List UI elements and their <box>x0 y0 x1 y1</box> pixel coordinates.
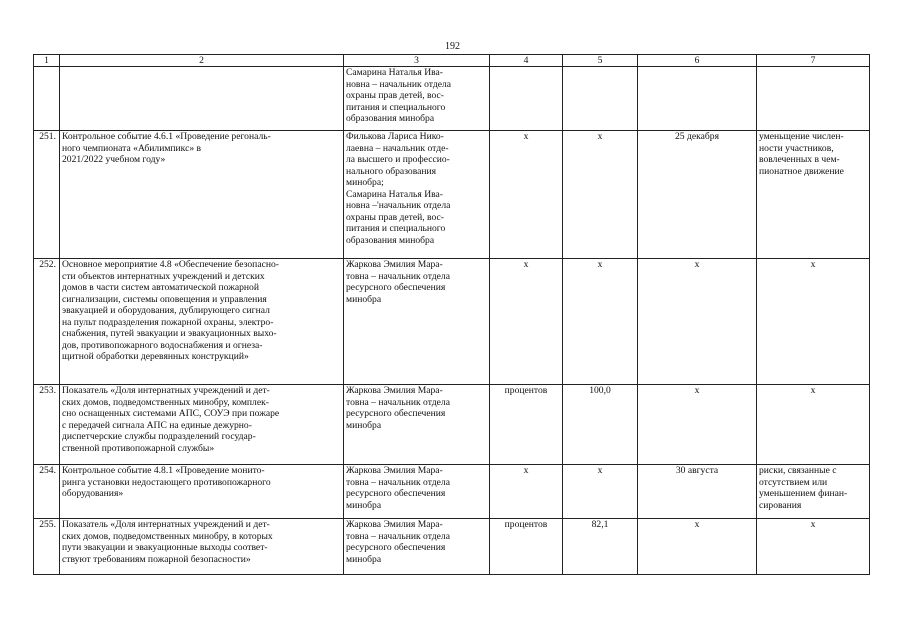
row-description <box>60 67 344 131</box>
row-number: 253. <box>34 385 60 465</box>
row-unit <box>490 67 563 131</box>
row-unit: процентов <box>490 519 563 575</box>
row-responsible-line: охраны прав детей, вос- <box>346 90 444 101</box>
row-responsible-line: лаевна – начальник отде- <box>346 142 449 154</box>
row-deadline <box>638 67 757 131</box>
page-number: 192 <box>445 41 460 52</box>
row-responsible-line: ресурсного обеспечения <box>346 488 446 499</box>
row-responsible-line: Жаркова Эмилия Мара- <box>346 519 443 530</box>
row-responsible <box>344 131 490 259</box>
row-description-line: сти объектов интернатных учреждений и детских <box>62 270 265 282</box>
row-number: 254. <box>34 465 60 519</box>
row-note <box>757 67 870 131</box>
row-number: 255. <box>34 519 60 575</box>
row-value: х <box>563 131 638 259</box>
plan-table <box>33 54 870 575</box>
row-responsible-line: ла высшего и профессио- <box>346 154 450 165</box>
row-responsible-line: товна – начальник отдела <box>346 396 450 408</box>
row-value: х <box>563 259 638 385</box>
row-responsible-line: ресурсного обеспечения <box>346 542 446 553</box>
row-note-line: пионатное движение <box>759 165 844 177</box>
row-responsible-line: минобра <box>346 293 382 305</box>
row-responsible-line: минобра <box>346 553 382 565</box>
row-responsible-line: Жаркова Эмилия Мара- <box>346 259 443 270</box>
row-value: х <box>563 465 638 519</box>
row-description-line: 2021/2022 учебном году» <box>62 154 166 165</box>
row-note-line: вовлеченных в чем- <box>759 154 840 165</box>
row-description-line: дов, противопожарного водоснабжения и огнеза- <box>62 339 263 351</box>
row-value <box>563 67 638 131</box>
row-description-line: Контрольное событие 4.6.1 «Проведение регональ- <box>62 131 271 142</box>
row-responsible-line: охраны прав детей, вос- <box>346 211 444 223</box>
table-row <box>34 465 870 519</box>
row-responsible-line: ресурсного обеспечения <box>346 282 446 293</box>
row-note <box>757 465 870 519</box>
row-responsible-line: минобра; <box>346 177 384 188</box>
row-note-line: риски, связанные с <box>759 465 837 476</box>
row-value: 100,0 <box>563 385 638 465</box>
row-number <box>34 67 60 131</box>
row-description <box>60 465 344 519</box>
row-note-line: сирования <box>759 499 802 511</box>
row-description-line: с передачей сигнала АПС на единые дежурно- <box>62 419 252 431</box>
row-deadline: 30 августа <box>638 465 757 519</box>
row-number: 252. <box>34 259 60 385</box>
row-description-line: ских домов, подведомственных минобру, комплек- <box>62 396 269 408</box>
row-responsible-line: минобра <box>346 499 382 511</box>
row-responsible-line: Самарина Наталья Ива- <box>346 188 443 200</box>
row-description-line: ских домов, подведомственных минобру, в которых <box>62 530 273 542</box>
row-description-line: щитной обработки деревянных конструкций» <box>62 351 249 362</box>
table-row <box>34 519 870 575</box>
row-responsible-line: Самарина Наталья Ива- <box>346 67 443 78</box>
row-responsible <box>344 385 490 465</box>
row-description-line: ствуют требованиям пожарной безопасности» <box>62 553 251 565</box>
row-description-line: ственной противопожарной службы» <box>62 442 215 454</box>
row-responsible-line: новна –'начальник отдела <box>346 200 451 211</box>
column-header: 1 <box>34 55 60 67</box>
column-header: 7 <box>757 55 870 67</box>
row-responsible-line: товна – начальник отдела <box>346 270 450 282</box>
row-unit: процентов <box>490 385 563 465</box>
column-header: 4 <box>490 55 563 67</box>
row-deadline: х <box>638 519 757 575</box>
row-responsible-line: товна – начальник отдела <box>346 530 450 542</box>
row-responsible-line: образования минобра <box>346 113 435 124</box>
row-description <box>60 519 344 575</box>
row-deadline: х <box>638 259 757 385</box>
row-description-line: ринга установки недостающего противопожарного <box>62 476 271 488</box>
row-responsible-line: питания и специального <box>346 223 446 234</box>
row-responsible-line: новна – начальник отдела <box>346 78 452 90</box>
row-description-line: снабжения, путей эвакуации и эвакуационных выхо- <box>62 328 277 339</box>
row-unit: х <box>490 131 563 259</box>
table-row <box>34 131 870 259</box>
row-deadline: х <box>638 385 757 465</box>
row-note <box>757 131 870 259</box>
row-description-line: Показатель «Доля интернатных учреждений и дет- <box>62 385 270 396</box>
table-row <box>34 67 870 131</box>
row-responsible-line: ресурсного обеспечения <box>346 408 446 419</box>
column-header: 2 <box>60 55 344 67</box>
row-responsible-line: питания и специального <box>346 101 446 113</box>
row-description-line: эвакуацией и оборудования, дублирующего сигнал <box>62 305 270 316</box>
column-header: 3 <box>344 55 490 67</box>
row-responsible <box>344 259 490 385</box>
table-row <box>34 259 870 385</box>
row-unit: х <box>490 259 563 385</box>
row-responsible <box>344 519 490 575</box>
row-description-line: домов в части систем автоматической пожарной <box>62 282 259 293</box>
row-description <box>60 385 344 465</box>
row-note: х <box>757 519 870 575</box>
column-header: 6 <box>638 55 757 67</box>
column-header: 5 <box>563 55 638 67</box>
row-description-line: ного чемпионата «Абилимпикс» в <box>62 142 202 154</box>
row-description <box>60 259 344 385</box>
row-responsible-line: минобра <box>346 419 382 431</box>
row-description-line: Контрольное событие 4.8.1 «Проведение монито- <box>62 465 265 476</box>
row-responsible <box>344 465 490 519</box>
table-row <box>34 385 870 465</box>
row-unit: х <box>490 465 563 519</box>
header-row <box>34 55 870 67</box>
row-deadline: 25 декабря <box>638 131 757 259</box>
row-responsible-line: нального образования <box>346 165 437 177</box>
row-responsible-line: Филькова Лариса Нико- <box>346 131 444 142</box>
row-note: х <box>757 385 870 465</box>
row-value: 82,1 <box>563 519 638 575</box>
row-responsible-line: Жаркова Эмилия Мара- <box>346 465 443 476</box>
row-description-line: сигнализации, системы оповещения и управления <box>62 293 267 305</box>
row-description-line: Основное мероприятие 4.8 «Обеспечение безопасно- <box>62 259 279 270</box>
row-number: 251. <box>34 131 60 259</box>
row-responsible <box>344 67 490 131</box>
row-responsible-line: образования минобра <box>346 234 435 246</box>
row-description <box>60 131 344 259</box>
row-responsible-line: Жаркова Эмилия Мара- <box>346 385 443 396</box>
row-description-line: сно оснащенных системами АПС, СОУЭ при пожаре <box>62 408 280 419</box>
row-note-line: ности участников, <box>759 142 834 154</box>
row-note: х <box>757 259 870 385</box>
row-description-line: оборудования» <box>62 488 124 499</box>
row-note-line: уменьшением финан- <box>759 488 848 499</box>
row-description-line: пути эвакуации и эвакуационные выходы соответ- <box>62 542 268 553</box>
row-description-line: диспетчерские службы подразделений государ- <box>62 431 256 442</box>
row-responsible-line: товна – начальник отдела <box>346 476 450 488</box>
row-note-line: отсутствием или <box>759 476 828 488</box>
row-note-line: уменьщение числен- <box>759 131 844 142</box>
row-description-line: на пульт подразделения пожарной охраны, электро- <box>62 316 274 328</box>
row-description-line: Показатель «Доля интернатных учреждений и дет- <box>62 519 270 530</box>
